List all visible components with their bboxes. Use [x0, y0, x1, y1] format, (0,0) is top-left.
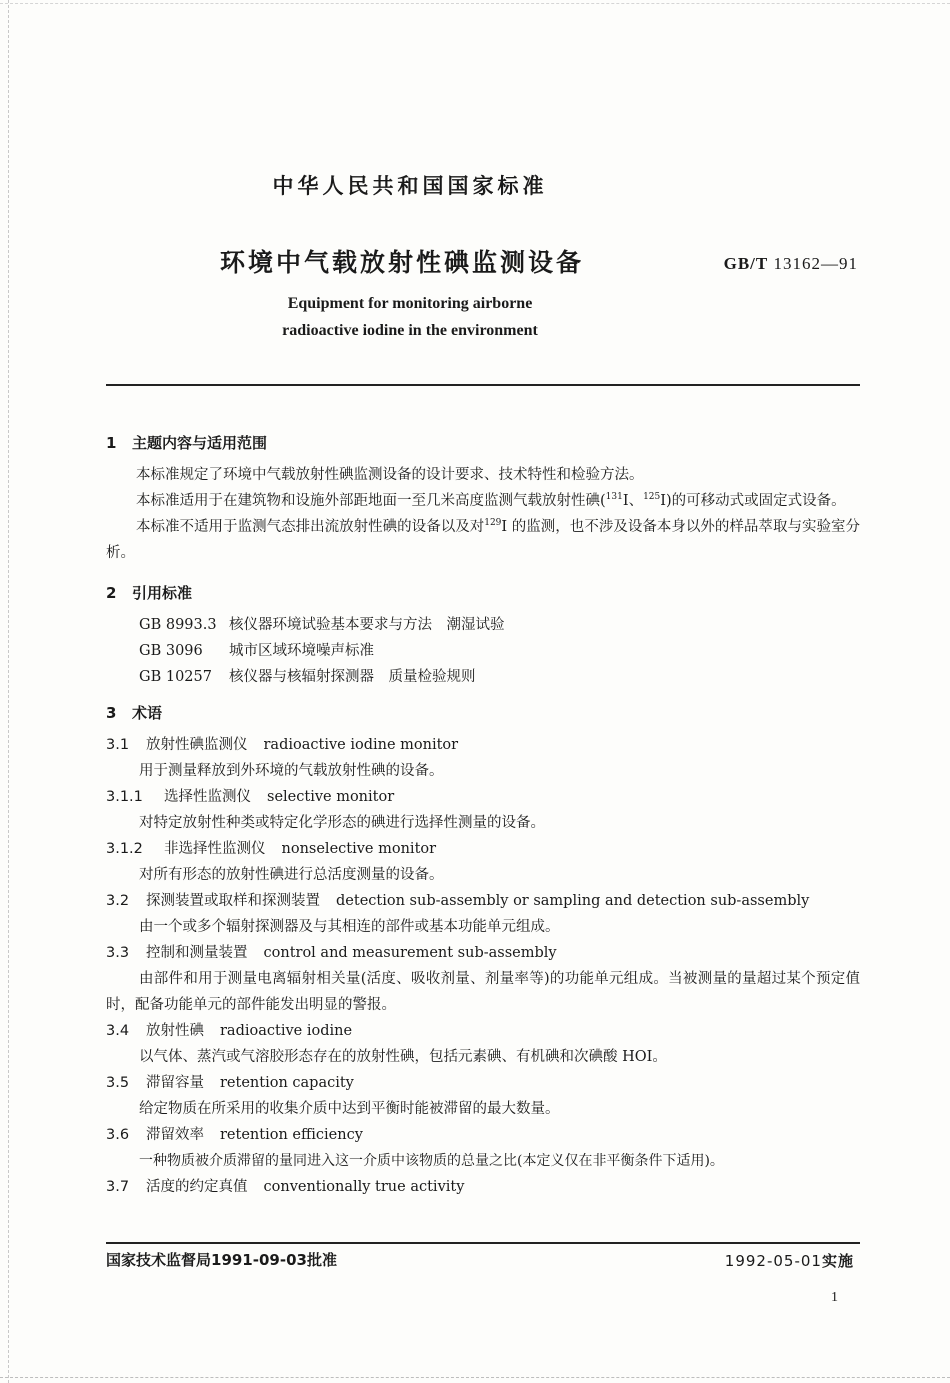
- section-heading-1: 1 主题内容与适用范围: [106, 434, 268, 452]
- term-definition: 以气体、蒸汽或气溶胶形态存在的放射性碘，包括元素碘、有机碘和次碘酸 HOI。: [139, 1049, 667, 1065]
- reference-item: GB 10257 核仪器与核辐射探测器 质量检验规则: [139, 669, 476, 685]
- term-entry: 3.1.2 非选择性监测仪 nonselective monitor: [106, 841, 437, 857]
- reference-item: GB 3096 城市区域环境噪声标准: [139, 643, 374, 659]
- term-entry: 3.5 滞留容量 retention capacity: [106, 1075, 354, 1091]
- national-standard-heading: 中华人民共和国国家标准: [272, 174, 548, 198]
- term-entry: 3.4 放射性碘 radioactive iodine: [106, 1023, 353, 1039]
- document-body: [106, 418, 860, 1200]
- term-definition: 给定物质在所采用的收集介质中达到平衡时能被滞留的最大数量。: [139, 1101, 560, 1117]
- standard-code-prefix: GB/T: [723, 254, 769, 273]
- standard-code: [724, 254, 858, 274]
- section-1-paragraph-3: 本标准不适用于监测气态排出流放射性碘的设备以及对$^{129}$I 的监测，也不涉及设备本身以外的样品萃取与实验室分析。: [106, 518, 860, 561]
- scan-artifact-top: [0, 3, 950, 5]
- term-definition: 一种物质被介质滞留的量同进入这一介质中该物质的总量之比(本定义仅在非平衡条件下适用)。: [139, 1153, 724, 1169]
- term-entry: 3.7 活度的约定真值 conventionally true activity: [106, 1179, 465, 1195]
- page-number: 1: [831, 1290, 838, 1305]
- term-definition: 由部件和用于测量电离辐射相关量(活度、吸收剂量、剂量率等)的功能单元组成。当被测量的量超过某个预定值时，配备功能单元的部件能发出明显的警报。: [106, 971, 860, 1013]
- section-1-paragraph-1: 本标准规定了环境中气载放射性碘监测设备的设计要求、技术特性和检验方法。: [136, 467, 644, 483]
- term-definition: 对特定放射性种类或特定化学形态的碘进行选择性测量的设备。: [139, 815, 545, 831]
- term-definition: 对所有形态的放射性碘进行总活度测量的设备。: [139, 867, 444, 883]
- implementation-label: 实施: [821, 1252, 854, 1270]
- term-definition: 用于测量释放到外环境的气载放射性碘的设备。: [139, 763, 444, 779]
- scan-artifact-bottom: [0, 1377, 950, 1379]
- term-entry: 3.3 控制和测量装置 control and measurement sub-assembly: [106, 945, 557, 961]
- approval-statement: 国家技术监督局1991-09-03批准: [106, 1251, 337, 1269]
- reference-item: GB 8993.3 核仪器环境试验基本要求与方法 潮湿试验: [139, 617, 505, 633]
- section-heading-2: 2 引用标准: [106, 584, 193, 602]
- term-entry: 3.1.1 选择性监测仪 selective monitor: [106, 789, 395, 805]
- implementation-date: 1992-05-01: [724, 1252, 822, 1270]
- header-rule: [106, 384, 860, 386]
- term-entry: 3.1 放射性碘监测仪 radioactive iodine monitor: [106, 737, 459, 753]
- term-entry: 3.6 滞留效率 retention efficiency: [106, 1127, 363, 1143]
- document-title-zh: 环境中气载放射性碘监测设备: [220, 248, 585, 277]
- section-heading-3: 3 术语: [106, 704, 163, 722]
- document-title-en-line2: radioactive iodine in the environment: [282, 322, 538, 339]
- implementation-statement: [725, 1250, 854, 1271]
- term-entry: 3.2 探测装置或取样和探测装置 detection sub-assembly or sampling and detection sub-assembly: [106, 893, 810, 909]
- section-1-paragraph-2: 本标准适用于在建筑物和设施外部距地面一至几米高度监测气载放射性碘($^{131}$I、$^{125}$I)的可移动式或固定式设备。: [136, 492, 846, 509]
- document-title-en-line1: Equipment for monitoring airborne: [287, 295, 533, 312]
- term-definition: 由一个或多个辐射探测器及与其相连的部件或基本功能单元组成。: [139, 919, 560, 935]
- footer-rule: [106, 1242, 860, 1244]
- scan-artifact-left: [8, 0, 10, 1383]
- standard-code-number: 13162—91: [773, 254, 858, 273]
